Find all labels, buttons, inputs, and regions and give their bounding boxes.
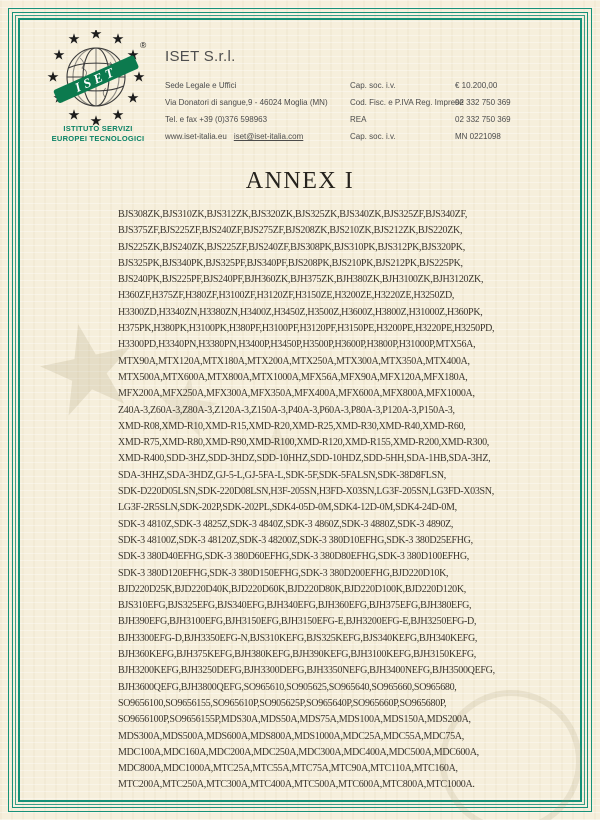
code-line: Z40A-3,Z60A-3,Z80A-3,Z120A-3,Z150A-3,P40A-3,P60A-3,P80A-3,P120A-3,P150A-3,	[118, 404, 455, 416]
code-line: LG3F-2R5SLN,SDK-202P,SDK-202PL,SDK4-05D-0M,SDK4-12D-0M,SDK4-24D-0M,	[118, 502, 457, 514]
registry-row	[350, 114, 575, 131]
email-link[interactable]: iset@iset-italia.com	[233, 132, 304, 141]
logo-caption	[28, 124, 168, 144]
registry-label: Cod. Fisc. e P.IVA Reg. Imprese	[350, 98, 464, 107]
address-line-street: Via Donatori di sangue,9 - 46024 Moglia (MN)	[165, 98, 328, 107]
code-line: SDK-3 48100Z,SDK-3 48120Z,SDK-3 48200Z,SDK-3 380D10EFHG,SDK-3 380D25EFHG,	[118, 534, 473, 546]
code-line: BJS308ZK,BJS310ZK,BJS312ZK,BJS320ZK,BJS325ZK,BJS340ZK,BJS325ZF,BJS340ZF,	[118, 209, 468, 220]
code-line: BJH3200KEFG,BJH3250DEFG,BJH3300DEFG,BJH3350NEFG,BJH3400NEFG,BJH3500QEFG,	[118, 665, 495, 677]
registry-row	[350, 131, 575, 148]
code-line: SDK-3 380D120EFHG,SDK-3 380D150EFHG,SDK-3 380D200EFHG,BJD220D10K,	[118, 567, 449, 579]
address-line-phone: Tel. e fax +39 (0)376 598963	[165, 115, 268, 124]
registry-label: Cap. soc. i.v.	[350, 132, 396, 141]
code-line: XMD-R08,XMD-R10,XMD-R15,XMD-R20,XMD-R25,XMD-R30,XMD-R40,XMD-R60,	[118, 420, 466, 432]
product-code-list	[118, 207, 495, 794]
watermark-star-icon: ★	[143, 356, 229, 457]
watermark-star-icon: ★	[21, 292, 155, 446]
code-line: MDS300A,MDS500A,MDS600A,MDS800A,MDS1000A,MDC25A,MDC55A,MDC75A,	[118, 730, 464, 742]
code-line: XMD-R75,XMD-R80,XMD-R90,XMD-R100,XMD-R120,XMD-R155,XMD-R200,XMD-R300,	[118, 437, 489, 449]
address-line-offices: Sede Legale e Uffici	[165, 81, 237, 90]
code-line: BJD220D25K,BJD220D40K,BJD220D60K,BJD220D80K,BJD220D100K,BJD220D120K,	[118, 583, 466, 595]
registry-value: € 10.200,00	[455, 81, 498, 90]
registry-table	[350, 80, 575, 148]
code-line: BJS325PK,BJS340PK,BJS325PF,BJS340PF,BJS208PK,BJS210PK,BJS212PK,BJS225PK,	[118, 257, 463, 269]
code-line: XMD-R400,SDD-3HZ,SDD-3HDZ,SDD-10HHZ,SDD-10HDZ,SDD-5HH,SDA-1HB,SDA-3HZ,	[118, 453, 491, 465]
page-title: ANNEX I	[245, 168, 355, 194]
registry-value: 02 332 750 369	[455, 115, 511, 124]
svg-text:ISET: ISET	[72, 63, 120, 95]
code-line: MTC200A,MTC250A,MTC300A,MTC400A,MTC500A,MTC600A,MTC800A,MTC1000A.	[118, 779, 475, 791]
globe-stars-logo-icon	[40, 30, 152, 128]
company-address-block	[165, 80, 350, 148]
logo-caption-line1: ISTITUTO SERVIZI	[63, 124, 133, 133]
registry-row	[350, 80, 575, 97]
code-line: BJS225ZK,BJS240ZK,BJS225ZF,BJS240ZF,BJS308PK,BJS310PK,BJS312PK,BJS320PK,	[118, 241, 465, 253]
registered-mark: ®	[140, 40, 147, 50]
registry-value: MN 0221098	[455, 132, 501, 141]
code-line: BJS310EFG,BJS325EFG,BJS340EFG,BJH340EFG,BJH360EFG,BJH375EFG,BJH380EFG,	[118, 600, 472, 612]
code-line: H3300PD,H3340PN,H3380PN,H3400P,H3450P,H3500P,H3600P,H3800P,H31000P,MTX56A,	[118, 339, 476, 351]
code-line: MFX200A,MFX250A,MFX300A,MFX350A,MFX400A,MFX600A,MFX800A,MFX1000A,	[118, 388, 475, 400]
code-line: SDK-3 4810Z,SDK-3 4825Z,SDK-3 4840Z,SDK-3 4860Z,SDK-3 4880Z,SDK-3 4890Z,	[118, 518, 454, 530]
watermark-star-icon: ★	[250, 411, 304, 478]
code-line: SDK-3 380D40EFHG,SDK-3 380D60EFHG,SDK-3 380D80EFHG,SDK-3 380D100EFHG,	[118, 551, 469, 563]
code-line: SO9656100P,SO9656155P,MDS30A,MDS50A,MDS75A,MDS100A,MDS150A,MDS200A,	[118, 714, 471, 726]
code-line: SDA-3HHZ,SDA-3HDZ,GJ-5-L,GJ-5FA-L,SDK-5F,SDK-5FALSN,SDK-38D8FLSN,	[118, 469, 446, 481]
code-line: MTX500A,MTX600A,MTX800A,MTX1000A,MFX56A,MFX90A,MFX120A,MFX180A,	[118, 371, 468, 383]
code-line: BJS375ZF,BJS225ZF,BJS240ZF,BJS275ZF,BJS208ZK,BJS210ZK,BJS212ZK,BJS220ZK,	[118, 225, 463, 237]
code-line: H3300ZD,H3340ZN,H3380ZN,H3400Z,H3450Z,H3500Z,H3600Z,H3800Z,H31000Z,H360PK,	[118, 306, 483, 318]
code-line: BJS240PK,BJS225PF,BJS240PF,BJH360ZK,BJH375ZK,BJH380ZK,BJH3100ZK,BJH3120ZK,	[118, 274, 484, 286]
logo-caption-line2: EUROPEI TECNOLOGICI	[51, 134, 145, 144]
code-line: MTX90A,MTX120A,MTX180A,MTX200A,MTX250A,MTX300A,MTX350A,MTX400A,	[118, 355, 470, 367]
address-line-web	[165, 131, 350, 148]
code-line: H375PK,H380PK,H3100PK,H380PF,H3100PF,H3120PF,H3150PE,H3200PE,H3220PE,H3250PD,	[118, 323, 495, 335]
code-line: SO9656100,SO9656155,SO965610P,SO905625P,SO965640P,SO965660P,SO965680P,	[118, 697, 447, 709]
code-line: MDC100A,MDC160A,MDC200A,MDC250A,MDC300A,MDC400A,MDC500A,MDC600A,	[118, 746, 479, 758]
code-line: BJH390EFG,BJH3100EFG,BJH3150EFG,BJH3150EFG-E,BJH3200EFG-E,BJH3250EFG-D,	[118, 616, 477, 628]
code-line: H360ZF,H375ZF,H380ZF,H3100ZF,H3120ZF,H3150ZE,H3200ZE,H3220ZE,H3250ZD,	[118, 290, 455, 302]
code-line: BJH3600QEFG,BJH3800QEFG,SO965610,SO905625,SO965640,SO965660,SO965680,	[118, 681, 457, 693]
registry-label: Cap. soc. i.v.	[350, 81, 396, 90]
website-link: www.iset-italia.eu	[165, 132, 227, 141]
registry-row	[350, 97, 575, 114]
registry-label: REA	[350, 115, 367, 124]
company-name: ISET S.r.l.	[165, 48, 236, 65]
code-line: BJH360KEFG,BJH375KEFG,BJH380KEFG,BJH390KEFG,BJH3100KEFG,BJH3150KEFG,	[118, 649, 476, 661]
iset-logo	[40, 30, 152, 128]
code-line: BJH3300EFG-D,BJH3350EFG-N,BJS310KEFG,BJS325KEFG,BJS340KEFG,BJH340KEFG,	[118, 632, 478, 644]
code-line: MDC800A,MDC1000A,MTC25A,MTC55A,MTC75A,MTC90A,MTC110A,MTC160A,	[118, 763, 458, 775]
code-line: SDK-D220D05LSN,SDK-220D08LSN,H3F-205SN,H3FD-X03SN,LG3F-205SN,LG3FD-X03SN,	[118, 486, 494, 498]
registry-value: 02 332 750 369	[455, 98, 511, 107]
